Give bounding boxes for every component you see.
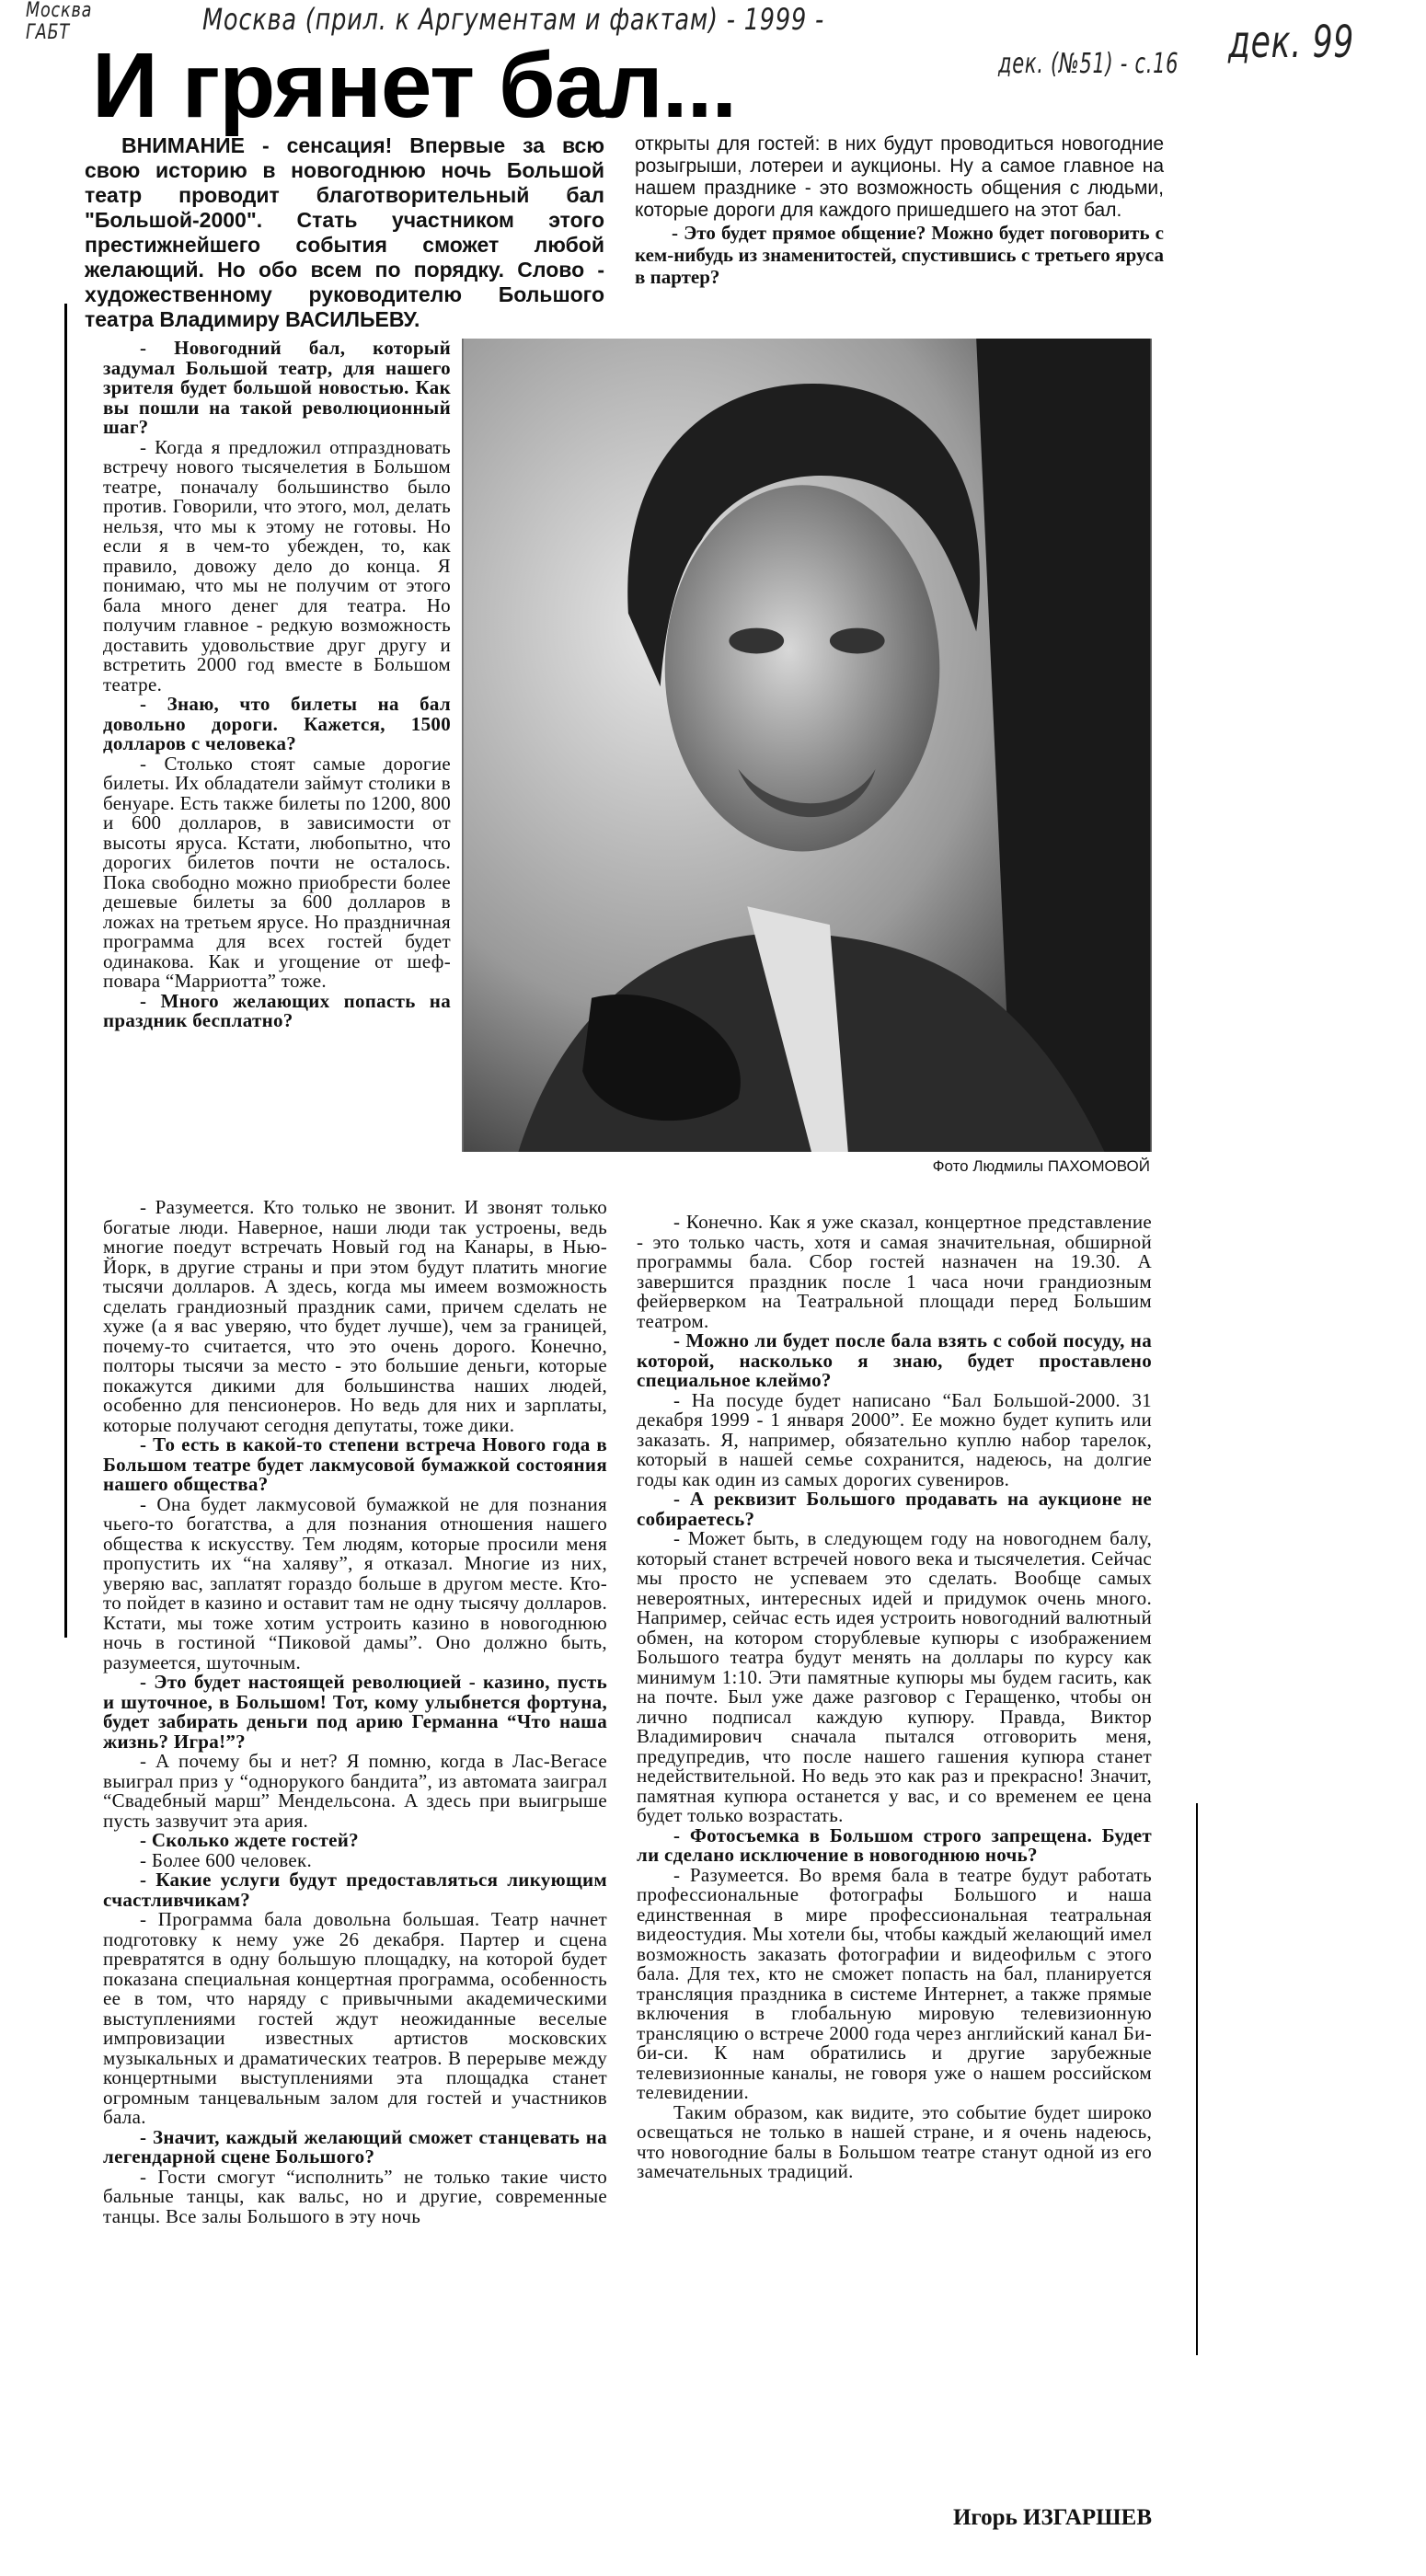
answer-paragraph: - Когда я предложил отпраздновать встречу нового тысячелетия в Большом театре, поначалу большинство было против. Говорили, что этого, мол, делать нельзя, что мы к этому не готовы. Но если я в чем-то убежден, то, как правило, довожу дело до конца. Я понимаю, что мы не получим от этого бала много денег для театра. Но получим главное - редкую возможность доставить удовольствие друг другу и встретить 2000 год вместе в Большом театре. [103, 435, 451, 696]
answer-paragraph: - Столько стоят самые дорогие билеты. Их обладатели займут столики в бенуаре. Есть также билеты по 1200, 800 и 600 долларов, в зависимости от высоты яруса. Кстати, любопытно, что дорогих билетов почти не осталось. Пока свободно можно приобрести более дешевые билеты за 600 долларов в ложах на третьем ярусе. Но праздничная программа для всех гостей будет одинакова. Как и угощение от шеф-повара “Марриотта” тоже. [103, 752, 451, 992]
question-paragraph: - Много желающих попасть на праздник бесплатно? [103, 989, 451, 1031]
column-rule-left [64, 304, 67, 1638]
answer-paragraph: - Разумеется. Кто только не звонит. И звонят только богатые люди. Наверное, наши люди так устроены, ведь многие поедут встречать Новый год на Канары, в Нью-Йорк, в другие страны и при этом будут платить многие тысячи долларов. А здесь, когда мы имеем возможность сделать грандиозный праздник сами, причем сделать не хуже (а я вас уверяю, что будет лучше), чем за границей, почему-то считается, что это очень дорого. Конечно, полторы тысячи за место - это большие деньги, которые покажутся дикими для большинства наших людей, особенно для пенсионеров. Но ведь для них и зарплаты, которые получают сегодня депутаты, тоже дики. [103, 1196, 607, 1436]
answer-paragraph: - Может быть, в следующем году на новогоднем балу, который станет встречей нового века и тысячелетия. Сейчас мы просто не успеваем это сделать. Вообще самых невероятных, интересных идей и придумок очень много. Например, сейчас есть идея устроить новогодний валютный обмен, на котором сторублевые купюры с изображением Большого театра будут менять на доллары по курсу как минимум 1:10. Эти памятные купюры мы будем гасить, как на почте. Был уже даже разговор с Геращенко, чтобы он лично подписал каждую купюру. Правда, Виктор Владимирович сначала пытался отговорить меня, предупредив, что после нашего гашения купюра станет недействительной. Но ведь это как раз и прекрасно! Значит, памятная купюра останется у вас, и со временем ее цена будет только возрастать. [637, 1527, 1152, 1826]
answer-paragraph: - Конечно. Как я уже сказал, концертное представление - это только часть, хотя и самая значительная, обширной программы бала. Сбор гостей назначен на 19.30. А завершится праздник после 1 часа ночи грандиозным фейерверком на Театральной площади перед Большим театром. [637, 1211, 1152, 1332]
answer-paragraph: - На посуде будет написано “Бал Большой-2000. 31 декабря 1999 - 1 января 2000”. Ее можно будет купить или заказать. Я, например, обязательно куплю набор тарелок, который в нашей семье сохранится, надеюсь, на долгие годы как один из самых дорогих сувениров. [637, 1388, 1152, 1490]
portrait-image [462, 339, 1152, 1152]
closing-paragraph: Таким образом, как видите, это событие будет широко освещаться не только в нашей стране, и я очень надеюсь, что новогодние балы в Большом театре станут одной из его замечательных традиций. [637, 2100, 1152, 2182]
column-rule-right [1196, 1803, 1198, 2355]
handwritten-theatre: ГАБТ [26, 21, 70, 44]
headline: И грянет бал... [92, 34, 737, 137]
handwritten-source: Москва (прил. к Аргументам и фактам) - 1999 - [202, 2, 825, 37]
answer-paragraph: - А почему бы и нет? Я помню, когда в Лас-Вегасе выиграл приз у “однорукого бандита”, из автомата заиграл “Свадебный марш” Мендельсона. А здесь при выигрыше пусть зазвучит эта ария. [103, 1750, 607, 1832]
lead-paragraph [85, 133, 604, 332]
article-column-narrow [103, 339, 451, 1031]
question-paragraph: - Новогодний бал, который задумал Большой театр, для нашего зрителя будет большой новостью. Как вы пошли на такой революционный шаг? [103, 337, 451, 438]
question-paragraph: - Фотосъемка в Большом строго запрещена. Будет ли сделано исключение в новогоднюю ночь? [637, 1823, 1152, 1866]
answer-paragraph: - Программа бала довольна большая. Театр начнет подготовку к нему уже 26 декабря. Партер и сцена превратятся в одну большую площадку, на которой будет показана специальная концертная программа, особенность ее в том, что наряду с привычными академическими выступлениями гостей ждут неожиданные веселые импровизации известных артистов московских музыкальных и драматических театров. В перерыве между концертными выступлениями эта площадка станет огромным танцевальным залом для гостей и участников бала. [103, 1908, 607, 2128]
author-byline: Игорь ИЗГАРШЕВ [952, 2505, 1152, 2530]
handwritten-date: дек. 99 [1228, 17, 1355, 68]
article-column-right [637, 1213, 1152, 2182]
question-paragraph: - Это будет настоящей революцией - казино, пусть и шуточное, в Большом! Тот, кому улыбнется фортуна, будет забирать деньги под арию Германна “Что наша жизнь? Игра!”? [103, 1671, 607, 1753]
photo-caption: Фото Людмилы ПАХОМОВОЙ [932, 1157, 1150, 1175]
question-paragraph: - А реквизит Большого продавать на аукционе не собираетесь? [637, 1488, 1152, 1530]
answer-paragraph: - Более 600 человек. [140, 1848, 313, 1871]
top-right-column [635, 133, 1164, 288]
answer-paragraph: - Она будет лакмусовой бумажкой не для познания чьего-то богатства, а для познания отношения нашего общества к искусству. Тем людям, которые просили меня пропустить их “на халяву”, я отказал. Многие из них, уверяю вас, заплатят гораздо больше в другом месте. Кто-то пойдет в казино и оставит там не одну тысячу долларов. Кстати, мы тоже хотим устроить казино в новогоднюю ночь в гостиной “Пиковой дамы”. Оно должно быть, разумеется, шуточным. [103, 1492, 607, 1673]
question-paragraph: - Какие услуги будут предоставляться ликующим счастливчикам? [103, 1869, 607, 1911]
handwritten-note-city [26, 0, 92, 44]
portrait-photo [462, 339, 1152, 1152]
lead-text: ВНИМАНИЕ - сенсация! Впервые за всю свою историю в новогоднюю ночь Большой театр проводит благотворительный бал "Большой-2000". Стать участником этого престижнейшего события сможет любой желающий. Но обо всем по порядку. Слово - художественному руководителю Большого театра Владимиру ВАСИЛЬЕВУ. [85, 133, 604, 331]
question-paragraph: - То есть в какой-то степени встреча Нового года в Большом театре будет лакмусовой бумажкой состояния нашего общества? [103, 1433, 607, 1495]
question-text: - Это будет прямое общение? Можно будет поговорить с кем-нибудь из знаменитостей, спустившись с третьего яруса в партер? [635, 222, 1164, 288]
handwritten-city: Москва [26, 0, 93, 22]
question-paragraph: - Знаю, что билеты на бал довольно дороги. Кажется, 1500 долларов с человека? [103, 693, 451, 754]
answer-text: открыты для гостей: в них будут проводиться новогодние розыгрыши, лотереи и аукционы. Ну а самое главное на нашем празднике - это возможность общения с людьми, которые дороги для каждого пришедшего на этот бал. [635, 133, 1164, 221]
article-column-left [103, 1198, 607, 2226]
question-paragraph: - Сколько ждете гостей? [140, 1829, 359, 1851]
answer-paragraph: - Гости смогут “исполнить” не только такие чисто бальные танцы, как вальс, но и другие, современные танцы. Все залы Большого в эту ночь [103, 2165, 607, 2227]
question-paragraph: - Значит, каждый желающий сможет станцевать на легендарной сцене Большого? [103, 2125, 607, 2168]
question-paragraph: - Можно ли будет после бала взять с собой посуду, на которой, насколько я знаю, будет проставлено специальное клеймо? [637, 1329, 1152, 1391]
answer-paragraph: - Разумеется. Во время бала в театре будут работать профессиональные фотографы Большого и наша единственная в мире профессиональная театральная видеостудия. Мы хотели бы, чтобы каждый желающий имел возможность заказать фотографии и видеофильм с этого бала. Для тех, кто не сможет попасть на бал, планируется трансляция праздника в системе Интернет, а также прямые включения в глобальную мировую телевизионную трансляцию о встрече 2000 года через английский канал Би-би-си. К нам обратились и другие зарубежные телевизионные каналы, не говоря уже о нашем российском телевидении. [637, 1863, 1152, 2103]
handwritten-issue: дек. (№51) - с.16 [998, 48, 1179, 80]
